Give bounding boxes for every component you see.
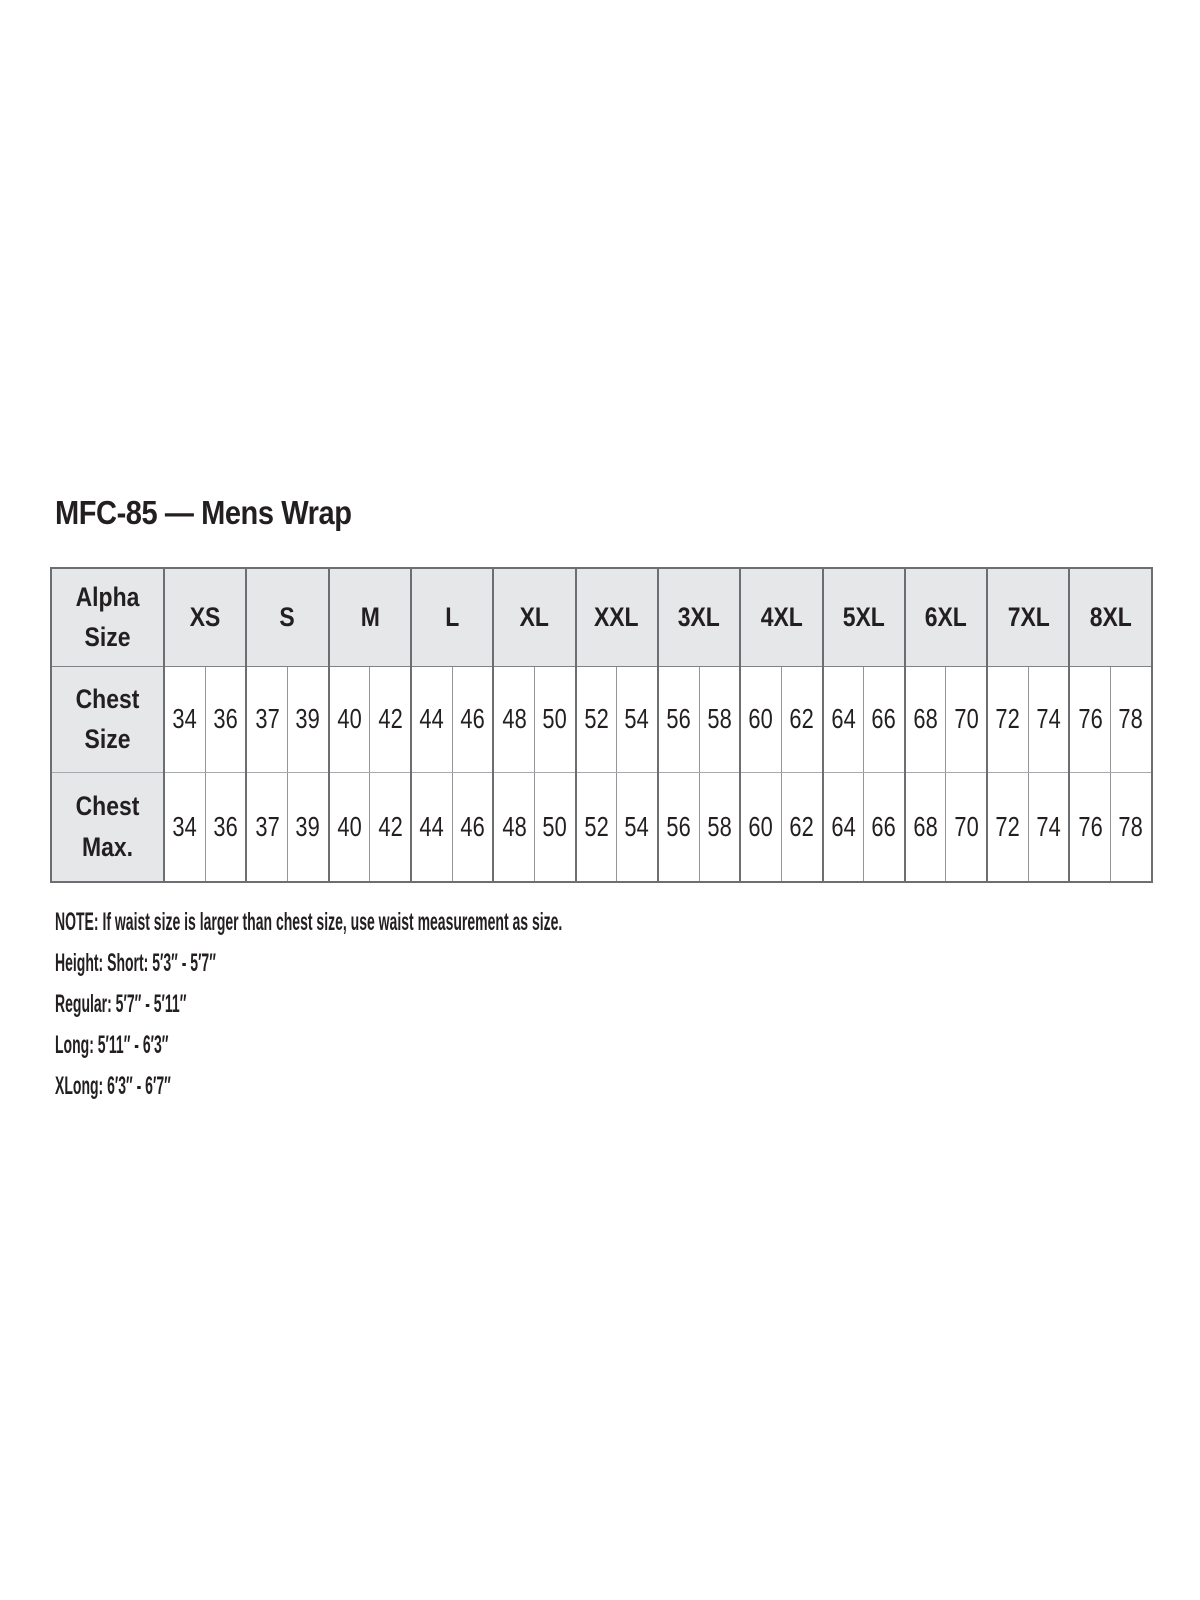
cell-chest-max-23 [1111, 772, 1152, 882]
cell-value: 36 [213, 703, 238, 734]
size-header-label: XXL [594, 602, 640, 632]
cell-value: 36 [213, 810, 238, 842]
cell-chest-size-5 [370, 666, 411, 772]
cell-chest-max-0 [164, 772, 205, 882]
cell-chest-max-11 [617, 772, 658, 882]
cell-chest-size-10 [576, 666, 617, 772]
cell-chest-size-23 [1111, 666, 1152, 772]
row-label-chest-max [51, 772, 164, 882]
size-header-s [246, 568, 328, 666]
cell-value: 76 [1078, 703, 1103, 734]
cell-chest-max-17 [864, 772, 905, 882]
cell-chest-max-2 [246, 772, 287, 882]
size-header-label: 6XL [924, 602, 968, 632]
cell-value: 74 [1036, 810, 1061, 842]
cell-value: 34 [172, 810, 197, 842]
cell-chest-size-4 [329, 666, 370, 772]
size-header-label: 7XL [1007, 602, 1050, 632]
cell-value: 42 [377, 703, 403, 734]
size-header-label: 4XL [760, 602, 803, 632]
cell-value: 70 [954, 703, 979, 734]
cell-value: 78 [1118, 703, 1144, 734]
cell-chest-max-4 [329, 772, 370, 882]
cell-value: 58 [707, 810, 732, 842]
cell-value: 78 [1118, 810, 1144, 842]
cell-value: 56 [666, 703, 691, 734]
size-header-label: 5XL [842, 602, 885, 632]
table-row-chest-max [51, 772, 1152, 882]
cell-chest-size-13 [699, 666, 740, 772]
cell-chest-size-21 [1028, 666, 1069, 772]
note-line-height-short [55, 943, 961, 984]
cell-chest-max-12 [658, 772, 699, 882]
size-header-xs [164, 568, 246, 666]
cell-value: 50 [542, 810, 567, 842]
size-header-label: 8XL [1089, 602, 1132, 632]
cell-chest-max-1 [205, 772, 246, 882]
size-header-label: 3XL [677, 602, 721, 632]
cell-value: 60 [748, 703, 774, 734]
cell-value: 62 [789, 810, 814, 842]
cell-value: 60 [748, 810, 774, 842]
cell-chest-size-3 [287, 666, 328, 772]
cell-chest-max-13 [699, 772, 740, 882]
size-header-label: M [360, 602, 380, 632]
cell-value: 40 [337, 810, 362, 842]
size-header-xl [493, 568, 575, 666]
cell-value: 42 [377, 810, 403, 842]
cell-value: 37 [254, 703, 280, 734]
cell-value: 44 [419, 810, 444, 842]
cell-value: 74 [1036, 703, 1061, 734]
alpha-size-corner-header [51, 568, 164, 666]
cell-value: 52 [584, 810, 609, 842]
size-header-6xl [905, 568, 987, 666]
cell-chest-size-11 [617, 666, 658, 772]
size-chart-table [50, 567, 1153, 883]
cell-chest-size-0 [164, 666, 205, 772]
cell-chest-size-14 [740, 666, 781, 772]
row-label-chest-size-text: Chest Size [75, 683, 140, 754]
size-header-label: L [445, 602, 460, 632]
cell-value: 66 [871, 810, 897, 842]
row-label-chest-size [51, 666, 164, 772]
cell-chest-max-8 [493, 772, 534, 882]
size-header-row [51, 568, 1152, 666]
size-header-l [411, 568, 493, 666]
cell-value: 72 [995, 703, 1021, 734]
cell-chest-size-6 [411, 666, 452, 772]
page-title-text: MFC-85 — Mens Wrap [55, 494, 352, 531]
cell-value: 48 [501, 703, 527, 734]
cell-chest-max-6 [411, 772, 452, 882]
cell-value: 52 [584, 703, 609, 734]
cell-value: 76 [1078, 810, 1103, 842]
note-height-short-text: Height: Short: 5′3″ - 5′7″ [55, 949, 216, 977]
cell-chest-max-18 [905, 772, 946, 882]
cell-value: 68 [913, 810, 938, 842]
cell-value: 46 [460, 810, 485, 842]
notes-section [55, 902, 961, 1107]
cell-value: 50 [542, 703, 567, 734]
size-header-3xl [658, 568, 740, 666]
cell-chest-size-19 [946, 666, 987, 772]
note-height-long-text: Long: 5′11″ - 6′3″ [55, 1031, 169, 1059]
cell-chest-size-7 [452, 666, 493, 772]
size-header-label: S [279, 602, 296, 632]
size-header-5xl [823, 568, 905, 666]
cell-chest-max-14 [740, 772, 781, 882]
cell-value: 70 [954, 810, 979, 842]
cell-chest-size-2 [246, 666, 287, 772]
cell-value: 72 [995, 810, 1021, 842]
cell-value: 56 [666, 810, 691, 842]
note-line-main-text [55, 902, 562, 943]
cell-value: 48 [501, 810, 527, 842]
cell-chest-size-12 [658, 666, 699, 772]
size-header-m [329, 568, 411, 666]
note-line-main [55, 902, 961, 943]
size-header-7xl [987, 568, 1069, 666]
size-header-4xl [740, 568, 822, 666]
cell-chest-max-7 [452, 772, 493, 882]
cell-chest-max-20 [987, 772, 1028, 882]
table-row-chest-size [51, 666, 1152, 772]
cell-value: 39 [295, 810, 320, 842]
cell-value: 34 [172, 703, 197, 734]
cell-chest-size-1 [205, 666, 246, 772]
cell-value: 64 [831, 810, 856, 842]
cell-value: 40 [337, 703, 362, 734]
cell-chest-max-5 [370, 772, 411, 882]
size-header-xxl [576, 568, 658, 666]
cell-value: 66 [871, 703, 897, 734]
cell-chest-max-19 [946, 772, 987, 882]
cell-chest-size-9 [534, 666, 575, 772]
note-label: NOTE: [55, 908, 99, 936]
note-text: If waist size is larger than chest size, use waist measurement as size. [102, 908, 563, 936]
note-line-height-regular [55, 984, 961, 1025]
cell-value: 64 [831, 703, 856, 734]
cell-value: 39 [295, 703, 320, 734]
cell-chest-max-10 [576, 772, 617, 882]
cell-chest-max-3 [287, 772, 328, 882]
cell-chest-size-15 [781, 666, 822, 772]
cell-value: 58 [707, 703, 732, 734]
note-line-height-long [55, 1025, 961, 1066]
row-label-chest-max-text: Chest Max. [75, 791, 140, 862]
size-header-label: XL [519, 602, 550, 632]
alpha-size-corner-label: Alpha Size [75, 581, 140, 653]
cell-value: 44 [419, 703, 444, 734]
note-height-xlong-text: XLong: 6′3″ - 6′7″ [55, 1072, 171, 1100]
cell-chest-max-22 [1069, 772, 1110, 882]
page-title [55, 494, 392, 532]
cell-chest-size-17 [864, 666, 905, 772]
note-height-regular-text: Regular: 5′7″ - 5′11″ [55, 990, 187, 1018]
cell-chest-size-22 [1069, 666, 1110, 772]
cell-chest-size-8 [493, 666, 534, 772]
cell-chest-size-18 [905, 666, 946, 772]
cell-value: 37 [254, 810, 280, 842]
cell-chest-size-16 [823, 666, 864, 772]
note-line-height-xlong [55, 1066, 961, 1107]
cell-value: 46 [460, 703, 485, 734]
size-header-label: XS [189, 602, 221, 632]
cell-value: 68 [913, 703, 938, 734]
cell-value: 54 [624, 810, 650, 842]
cell-chest-size-20 [987, 666, 1028, 772]
cell-chest-max-9 [534, 772, 575, 882]
cell-value: 62 [789, 703, 814, 734]
cell-chest-max-21 [1028, 772, 1069, 882]
size-header-8xl [1069, 568, 1152, 666]
cell-chest-max-15 [781, 772, 822, 882]
cell-chest-max-16 [823, 772, 864, 882]
cell-value: 54 [624, 703, 650, 734]
